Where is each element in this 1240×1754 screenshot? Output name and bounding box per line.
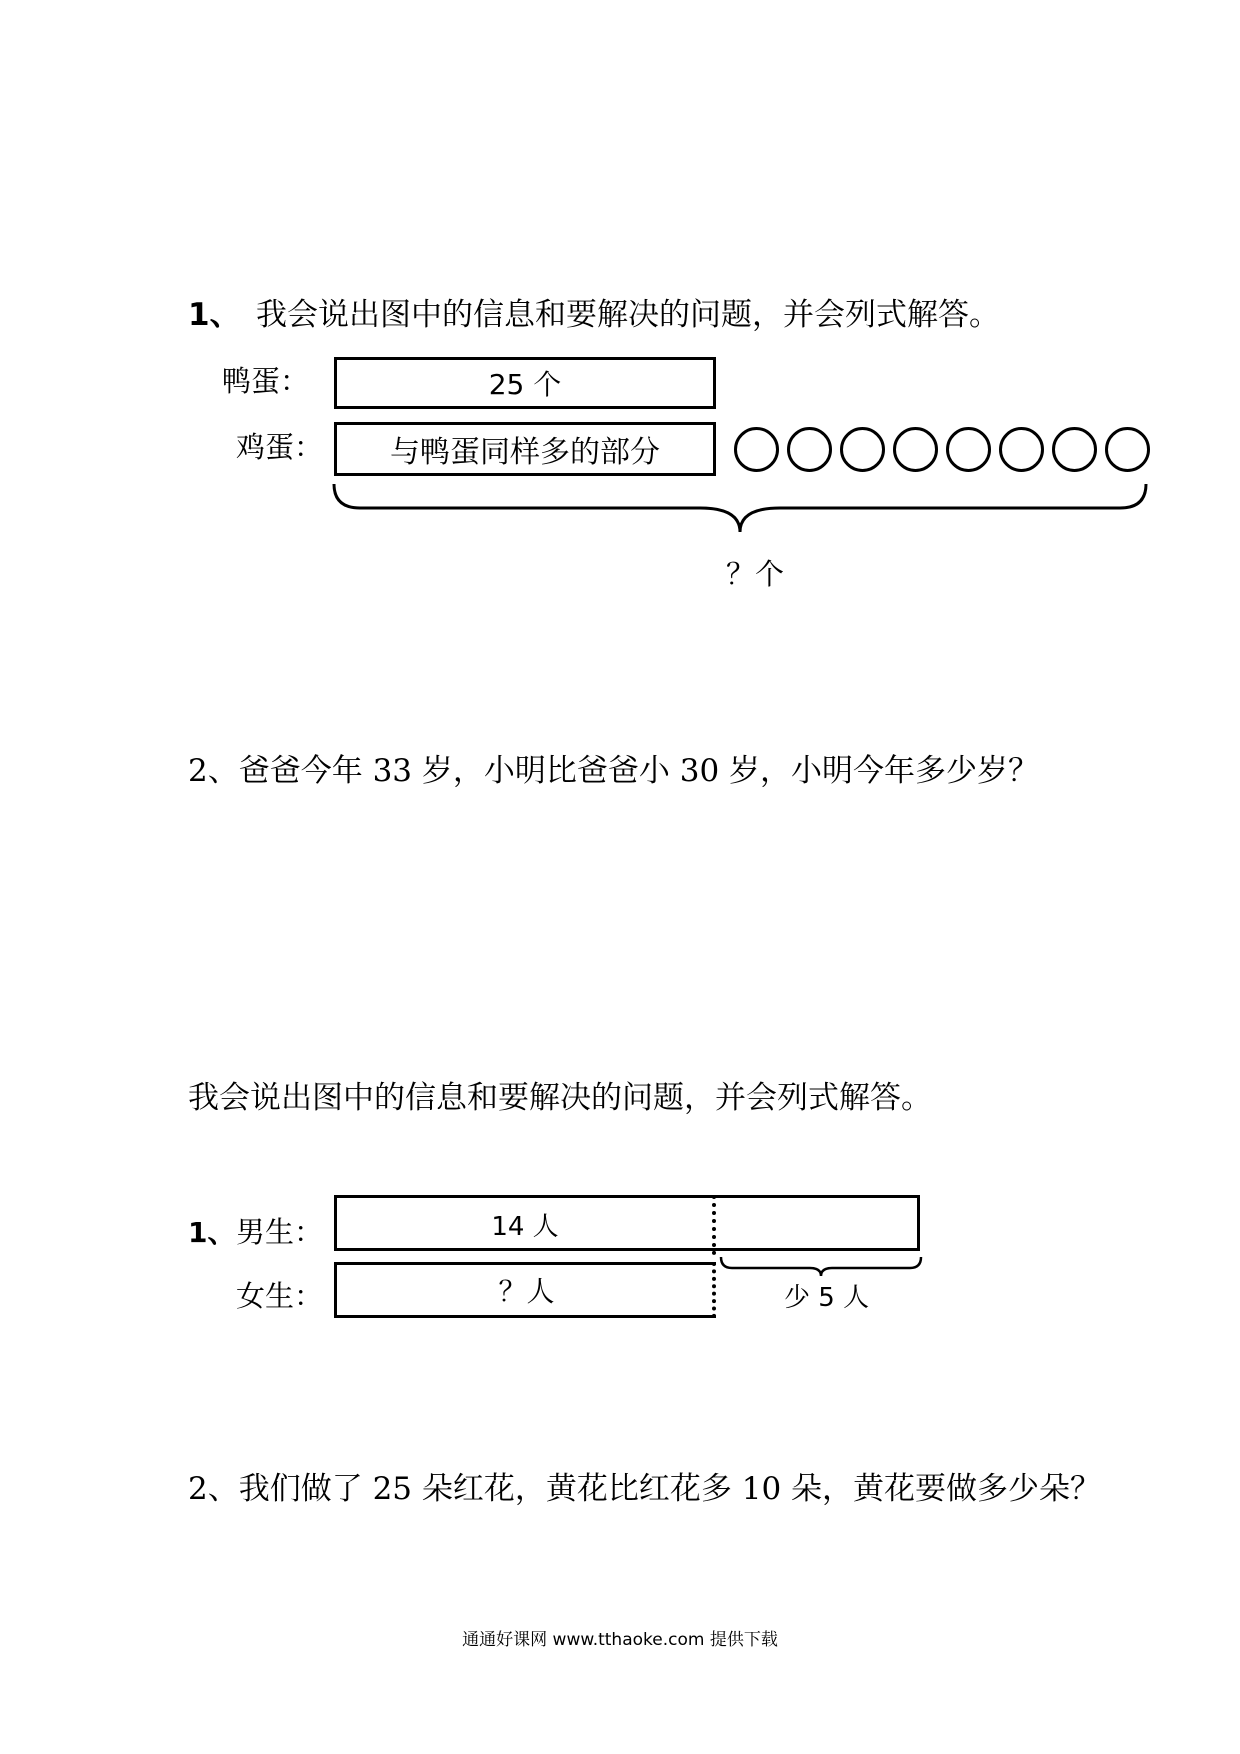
difference-label: 少 5 人 [784, 1283, 870, 1313]
question-2-text: 2、爸爸今年 33 岁，小明比爸爸小 30 岁，小明今年多少岁？ [188, 753, 1040, 789]
girls-label: 女生： [236, 1279, 324, 1313]
difference-brace [718, 1254, 924, 1278]
footer-credit: 通通好课网 www.tthaoke.com 提供下载 [462, 1630, 778, 1650]
boys-divider [712, 1195, 716, 1255]
girls-count: ？人 [498, 1275, 555, 1308]
duck-egg-bar [334, 357, 716, 409]
question-1-number: 1、 [188, 297, 241, 333]
egg-circle [1052, 427, 1097, 472]
chicken-egg-same-part-text: 与鸭蛋同样多的部分 [390, 435, 660, 470]
girls-divider [712, 1262, 716, 1318]
section-2-question-2-text: 2、我们做了 25 朵红花，黄花比红花多 10 朵，黄花要做多少朵？ [188, 1471, 1102, 1507]
boys-label: 男生： [236, 1215, 324, 1249]
egg-circle [893, 427, 938, 472]
egg-circle [734, 427, 779, 472]
egg-circle [946, 427, 991, 472]
boys-count: 14 人 [491, 1212, 559, 1242]
egg-circle [999, 427, 1044, 472]
egg-circle [1105, 427, 1150, 472]
section-2-q1-number: 1、 [188, 1216, 236, 1249]
section-2-heading: 我会说出图中的信息和要解决的问题，并会列式解答。 [188, 1080, 932, 1116]
question-1-text: 我会说出图中的信息和要解决的问题，并会列式解答。 [256, 297, 1000, 333]
chicken-egg-label: 鸡蛋： [236, 430, 324, 464]
total-brace [330, 480, 1160, 540]
total-eggs-label: ？个 [726, 557, 785, 591]
chicken-egg-same-part-bar [334, 422, 716, 476]
duck-egg-label: 鸭蛋： [222, 364, 310, 398]
girls-bar [334, 1262, 716, 1318]
egg-circle [787, 427, 832, 472]
duck-egg-count: 25 个 [488, 368, 562, 401]
egg-circle [840, 427, 885, 472]
